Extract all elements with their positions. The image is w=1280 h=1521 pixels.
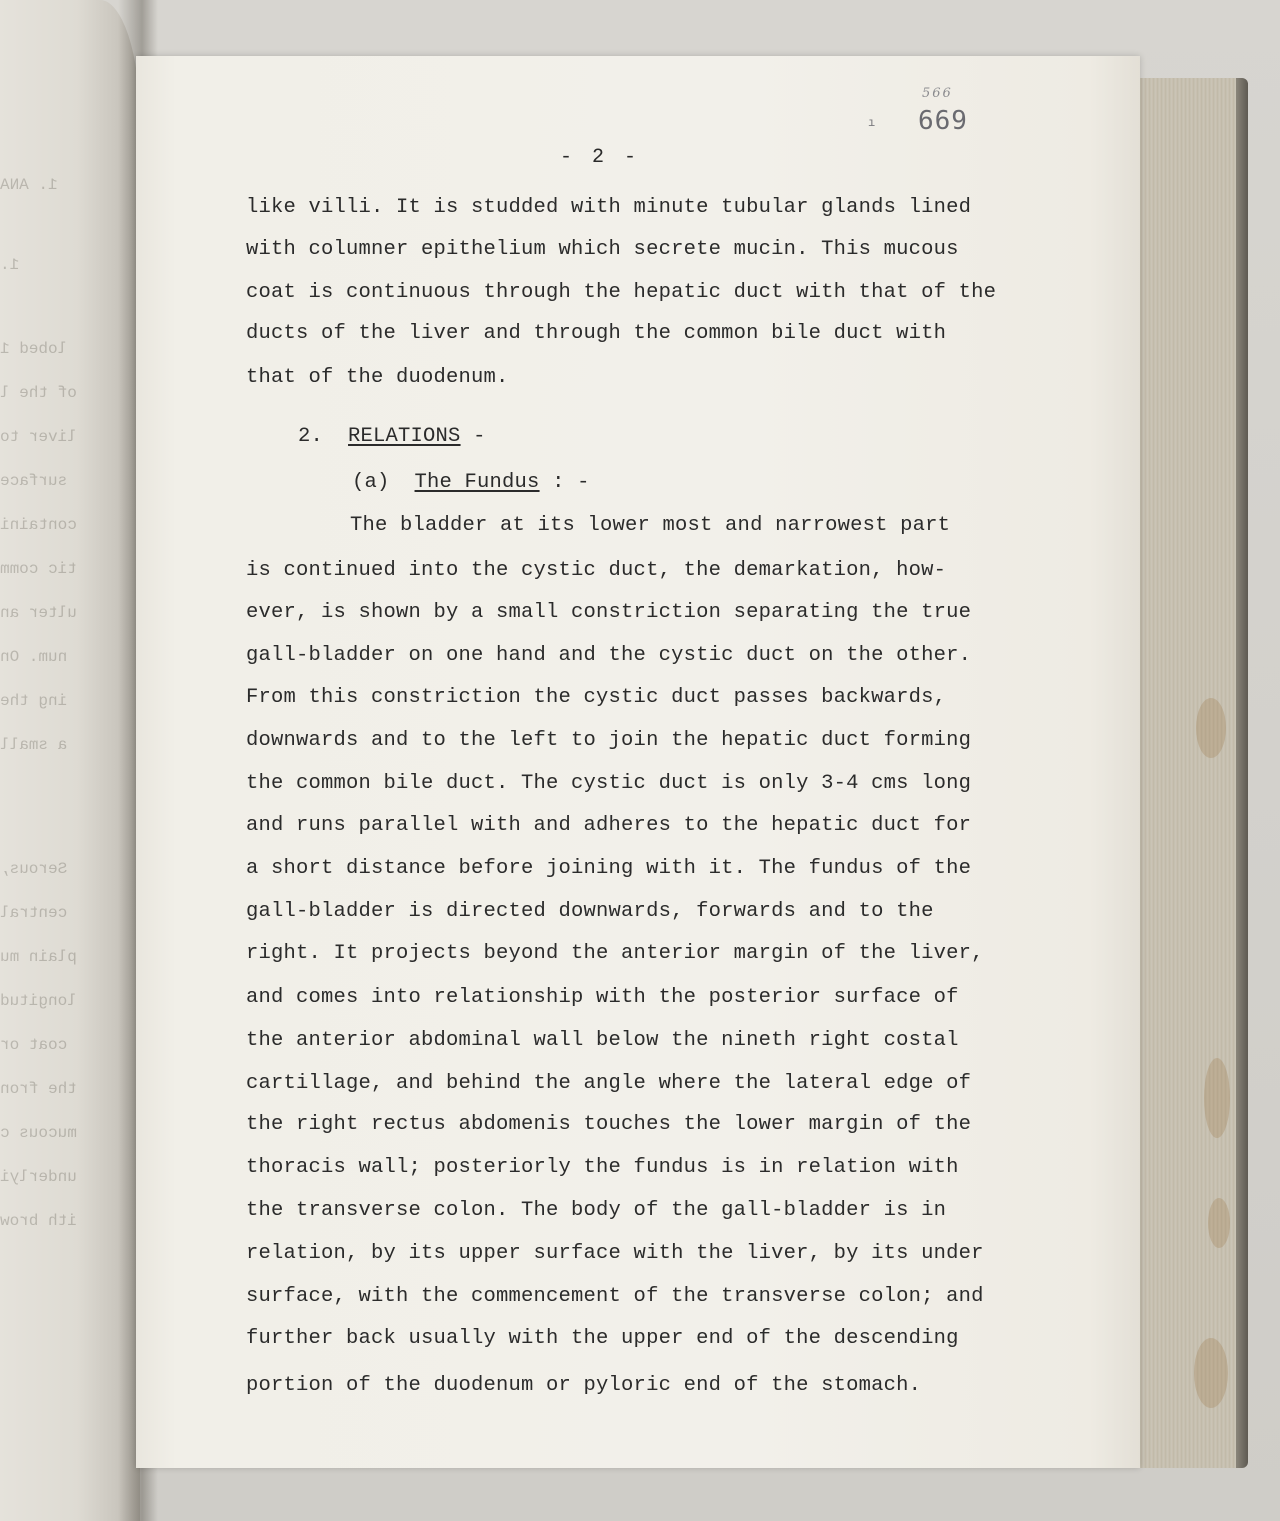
- text-line: the right rectus abdomenis touches the lower margin of the: [246, 1113, 972, 1136]
- text-line: the anterior abdominal wall below the nineth right costal: [246, 1029, 959, 1052]
- book-cover-edge: [1236, 78, 1248, 1468]
- ghost-text-line: Serous,: [0, 860, 68, 878]
- text-line: and comes into relationship with the posterior surface of: [246, 986, 959, 1009]
- text-line: right. It projects beyond the anterior margin of the liver,: [246, 942, 984, 965]
- ghost-text-line: tic comm: [0, 560, 77, 578]
- section-title: RELATIONS: [348, 425, 461, 448]
- text-line: is continued into the cystic duct, the demarkation, how-: [246, 559, 947, 582]
- folio-pencil-number: 566: [922, 86, 953, 101]
- ghost-text-line: coat or: [0, 1036, 68, 1054]
- text-line: portion of the duodenum or pyloric end of the stomach.: [246, 1374, 922, 1397]
- ghost-text-line: longitud: [0, 992, 77, 1010]
- text-line: ducts of the liver and through the common bile duct with: [246, 322, 947, 345]
- ghost-text-line: ith brow: [0, 1212, 77, 1230]
- ghost-text-line: underlyi: [0, 1168, 77, 1186]
- text-line: coat is continuous through the hepatic duct with that of the: [246, 281, 997, 304]
- subsection-heading: [352, 471, 590, 494]
- text-line: ever, is shown by a small constriction separating the true: [246, 601, 972, 624]
- text-line: the common bile duct. The cystic duct is only 3-4 cms long: [246, 772, 972, 795]
- text-line: relation, by its upper surface with the liver, by its under: [246, 1242, 984, 1265]
- text-line: with columner epithelium which secrete mucin. This mucous: [246, 238, 959, 261]
- folio-stamped-number: 669: [918, 106, 968, 136]
- section-heading: [298, 425, 486, 448]
- ghost-text-line: mucous c: [0, 1124, 77, 1142]
- ghost-text-line: 1.: [0, 256, 20, 274]
- subsection-title: The Fundus: [414, 471, 540, 494]
- page-edges: [1134, 78, 1246, 1468]
- text-line: From this constriction the cystic duct passes backwards,: [246, 686, 947, 709]
- ghost-text-line: liver to: [0, 428, 77, 446]
- ghost-text-line: num. On: [0, 648, 68, 666]
- text-line: further back usually with the upper end of the descending: [246, 1327, 959, 1350]
- folio-mark: ı: [868, 116, 876, 130]
- text-line: thoracis wall; posteriorly the fundus is in relation with: [246, 1156, 959, 1179]
- text-line: like villi. It is studded with minute tubular glands lined: [246, 196, 972, 219]
- text-line: gall-bladder is directed downwards, forwards and to the: [246, 900, 934, 923]
- text-line: cartillage, and behind the angle where the lateral edge of: [246, 1072, 972, 1095]
- ghost-text-line: containi: [0, 516, 77, 534]
- ghost-text-line: the fron: [0, 1080, 77, 1098]
- ghost-text-line: a small: [0, 736, 68, 754]
- text-line: surface, with the commencement of the transverse colon; and: [246, 1285, 984, 1308]
- text-line: that of the duodenum.: [246, 366, 509, 389]
- section-dash: -: [460, 425, 486, 448]
- text-line: downwards and to the left to join the hepatic duct forming: [246, 729, 972, 752]
- ghost-text-line: 1. ANA: [0, 176, 58, 194]
- ghost-text-line: ing the: [0, 692, 68, 710]
- section-number: 2.: [298, 425, 324, 448]
- ghost-text-line: lobed 1: [0, 340, 68, 358]
- text-line: a short distance before joining with it. The fundus of the: [246, 857, 972, 880]
- ghost-text-line: central: [0, 904, 68, 922]
- text-line: the transverse colon. The body of the gall-bladder is in: [246, 1199, 947, 1222]
- ghost-text-line: ulter an: [0, 604, 77, 622]
- ghost-text-line: plain mu: [0, 948, 77, 966]
- subsection-prefix: (a): [352, 471, 390, 494]
- subsection-tail: : -: [539, 471, 590, 494]
- page-number: - 2 -: [560, 146, 641, 169]
- ghost-text-line: of the l: [0, 384, 77, 402]
- text-line: gall-bladder on one hand and the cystic duct on the other.: [246, 644, 972, 667]
- ghost-text-line: surface: [0, 472, 68, 490]
- text-line: The bladder at its lower most and narrowest part: [350, 514, 951, 537]
- text-line: and runs parallel with and adheres to the hepatic duct for: [246, 814, 972, 837]
